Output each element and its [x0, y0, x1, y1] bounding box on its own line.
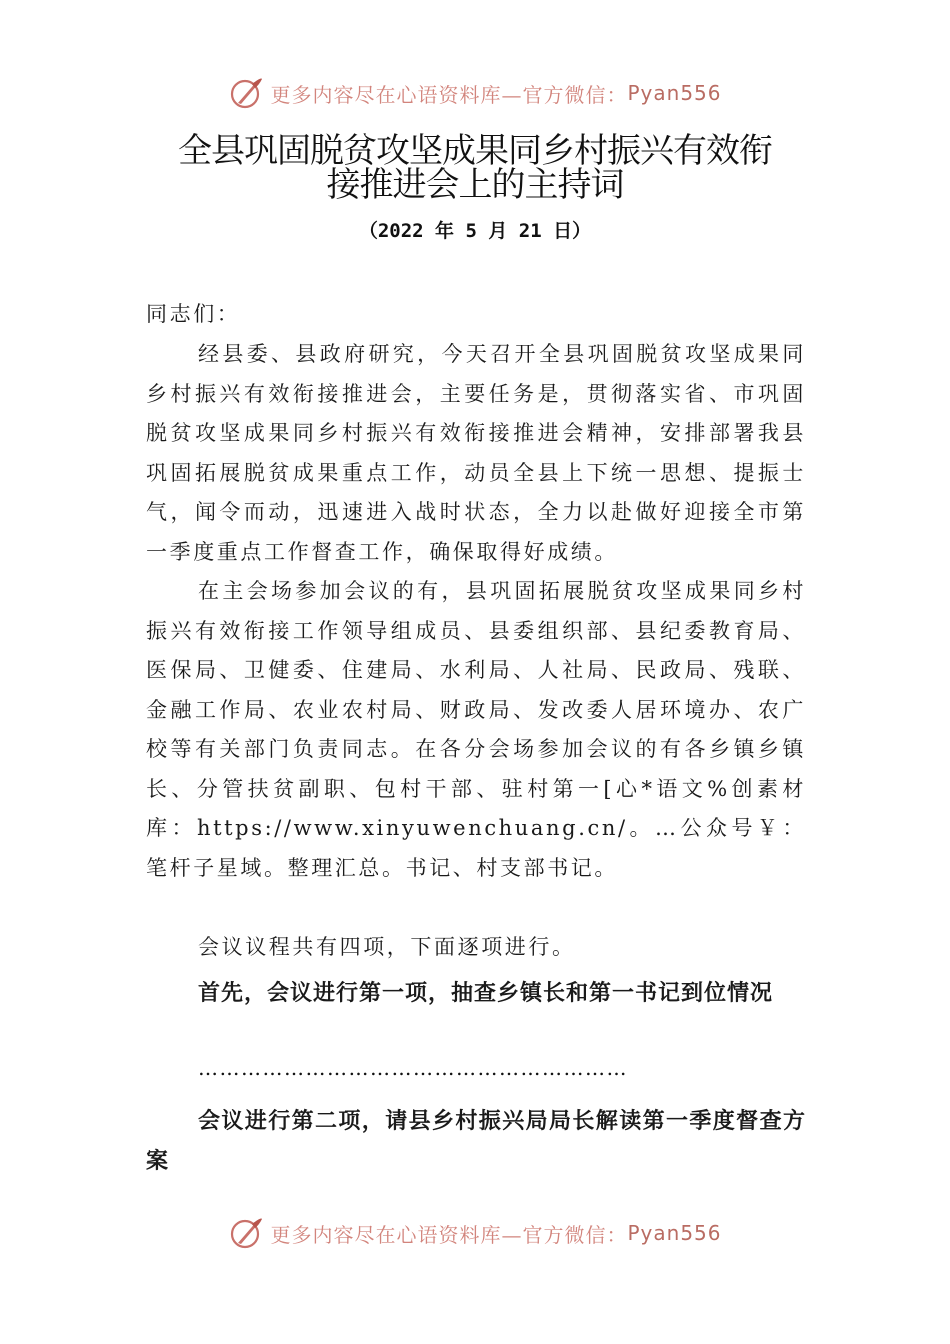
document-date: （2022 年 5 月 21 日） — [358, 220, 592, 242]
banner-wechat-id: Pyan556 — [627, 81, 722, 105]
banner-top — [0, 73, 950, 113]
paragraph-intro: 经县委、县政府研究，今天召开全县巩固脱贫攻坚成果同乡村振兴有效衔接推进会，主要任务是，贯彻落实省、市巩固脱贫攻坚成果同乡村振兴有效衔接推进会精神，安排部署我县巩固拓展脱贫成果重点工作，动员全县上下统一思想、提振士气，闻令而动，迅速进入战时状态，全力以赴做好迎接全市第一季度重点工作督查工作，确保取得好成绩。 — [146, 342, 806, 564]
banner-bottom — [0, 1213, 950, 1253]
document-title-line1: 全县巩固脱贫攻坚成果同乡村振兴有效衔 — [178, 131, 772, 171]
greeting: 同志们： — [146, 302, 241, 326]
paragraph-attendees: 在主会场参加会议的有，县巩固拓展脱贫攻坚成果同乡村振兴有效衔接工作领导组成员、县委组织部、县纪委教育局、医保局、卫健委、住建局、水利局、人社局、民政局、残联、金融工作局、农业农村局、财政局、发改委人居环境办、农广校等有关部门负责同志。在各分会场参加会议的有各乡镇乡镇长、分管扶贫副职、包村干部、驻村第一[心*语文%创素材库：https://www.xinyuwenchuang.cn/。…公众号￥：笔杆子星域。整理汇总。书记、村支部书记。 — [146, 579, 806, 880]
agenda-item-2: 会议进行第二项，请县乡村振兴局局长解读第一季度督查方案 — [146, 1109, 806, 1174]
document-title-line2: 接推进会上的主持词 — [326, 165, 624, 205]
ellipsis-divider: …………………………………………………… — [198, 1056, 628, 1080]
agenda-item-1: 首先，会议进行第一项，抽查乡镇长和第一书记到位情况 — [198, 981, 774, 1006]
quill-logo-icon — [228, 75, 264, 111]
banner-text: 更多内容尽在心语资料库—官方微信： — [270, 1222, 628, 1247]
banner-text: 更多内容尽在心语资料库—官方微信： — [270, 82, 628, 107]
paragraph-agenda: 会议议程共有四项，下面逐项进行。 — [198, 935, 576, 959]
quill-logo-icon — [228, 1215, 264, 1251]
banner-wechat-id: Pyan556 — [627, 1221, 722, 1245]
